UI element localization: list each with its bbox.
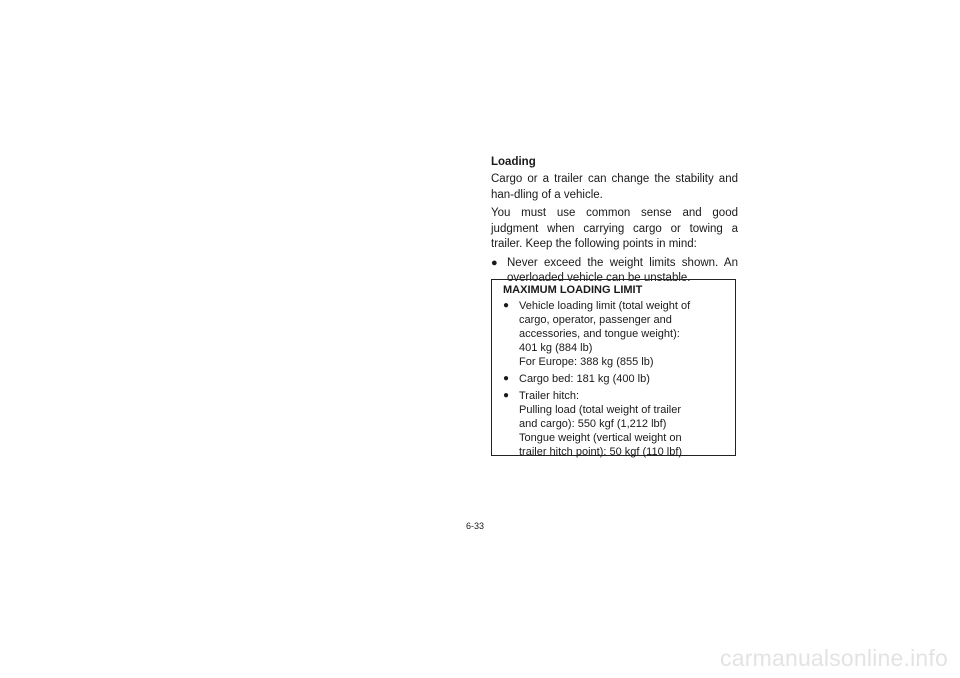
watermark: carmanualsonline.info <box>720 645 948 671</box>
limit-box-title: MAXIMUM LOADING LIMIT <box>503 284 643 296</box>
limit-item-cargo-bed <box>503 372 727 386</box>
maximum-loading-limit-box <box>491 279 736 456</box>
bullet-icon: ● <box>503 373 510 384</box>
limit-item-vehicle <box>503 299 727 369</box>
bullet-icon: ● <box>491 256 498 269</box>
section-heading: Loading <box>491 156 536 168</box>
limit-line: Pulling load (total weight of trailer <box>519 404 682 416</box>
bullet-icon: ● <box>503 300 510 311</box>
limit-line: Vehicle loading limit (total weight of <box>519 300 691 312</box>
limit-line: Tongue weight (vertical weight on <box>519 432 682 444</box>
paragraph-common-sense: You must use common sense and good judgment when carrying cargo or towing a trailer. Keep the following points in mind: <box>491 207 738 250</box>
limit-line: cargo, operator, passenger and <box>519 314 672 326</box>
bullet-text: Never exceed the weight limits shown. An overloaded vehicle can be unstable. <box>507 256 738 284</box>
paragraph-stability: Cargo or a trailer can change the stability and han-dling of a vehicle. <box>491 173 738 201</box>
limit-line: trailer hitch point): 50 kgf (110 lbf) <box>519 446 683 458</box>
loading-section <box>491 155 738 287</box>
limit-line: Cargo bed: 181 kg (400 lb) <box>519 373 650 385</box>
limit-line: accessories, and tongue weight): <box>519 328 680 340</box>
limit-line: 401 kg (884 lb) <box>519 342 593 354</box>
bullet-icon: ● <box>503 390 510 401</box>
limit-line: For Europe: 388 kg (855 lb) <box>519 356 654 368</box>
limit-item-trailer-hitch <box>503 389 727 459</box>
page-number: 6-33 <box>466 521 485 531</box>
limit-line: and cargo): 550 kgf (1,212 lbf) <box>519 418 667 430</box>
limit-line: Trailer hitch: <box>519 390 580 402</box>
